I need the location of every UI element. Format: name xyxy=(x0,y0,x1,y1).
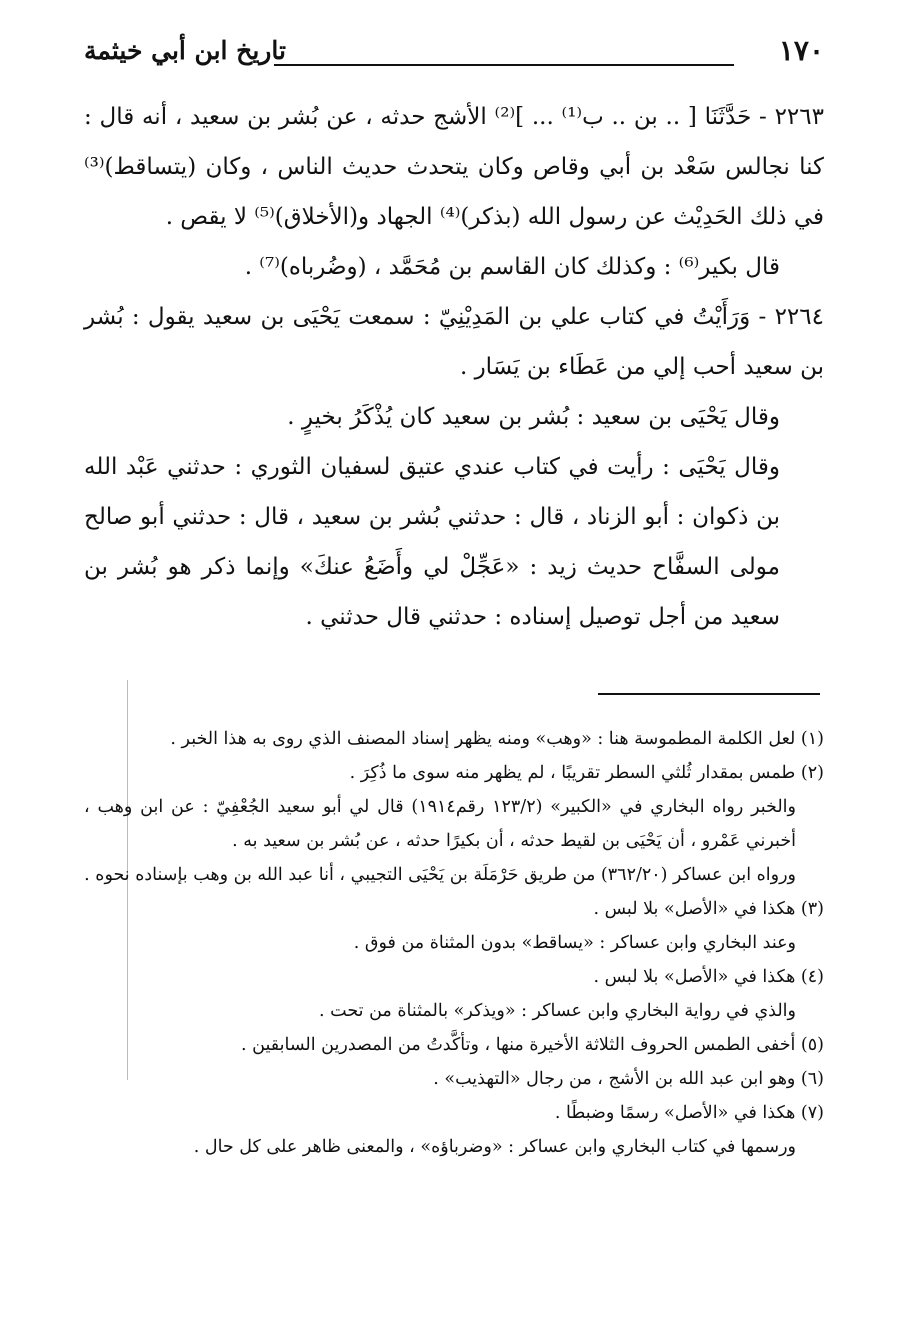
footnote-3: (٣) هكذا في «الأصل» بلا لبس . xyxy=(593,899,824,919)
footnote-7-note: ورسمها في كتاب البخاري وابن عساكر : «وضرباؤه» ، والمعنى ظاهر على كل حال . xyxy=(193,1137,796,1157)
main-text xyxy=(84,92,824,642)
paragraph-yahya-1: وقال يَحْيَى بن سعيد : بُشر بن سعيد كان يُذْكَرُ بخيرٍ . xyxy=(287,404,780,430)
footnote-6: (٦) وهو ابن عبد الله بن الأشج ، من رجال «التهذيب» . xyxy=(433,1069,824,1089)
footnote-5: (٥) أخفى الطمس الحروف الثلاثة الأخيرة منها ، وتأكَّدتُ من المصدرين السابقين . xyxy=(241,1035,824,1055)
paragraph-bukayr: قال بكير⁽⁶⁾ : وكذلك كان القاسم بن مُحَمَّد ، (وضُرباه)⁽⁷⁾ . xyxy=(244,254,780,280)
footnote-separator xyxy=(598,693,820,695)
footnotes xyxy=(84,722,824,1164)
footnote-2-note-b: ورواه ابن عساكر (٣٦٢/٢٠) من طريق حَرْمَلَة بن يَحْيَى التجيبي ، أنا عبد الله بن وهب بإسناده نحوه . xyxy=(84,865,796,885)
footnote-4-note: والذي في رواية البخاري وابن عساكر : «ويذكر» بالمثناة من تحت . xyxy=(319,1001,796,1021)
footnote-1: (١) لعل الكلمة المطموسة هنا : «وهب» ومنه يظهر إسناد المصنف الذي روى به هذا الخبر . xyxy=(170,729,824,749)
footnote-2: (٢) طمس بمقدار ثُلثي السطر تقريبًا ، لم يظهر منه سوى ما ذُكِرَ . xyxy=(349,763,824,783)
paragraph-2263: ٢٢٦٣ - حَدَّثَنَا [ .. بن .. ب⁽¹⁾ ... ]⁽²⁾ الأشج حدثه ، عن بُشر بن سعيد ، أنه قال : كنا نجالس سَعْد بن أبي وقاص وكان يتحدث حديث الناس ، وكان (يتساقط)⁽³⁾ في ذلك الحَدِيْث عن رسول الله (بذكر)⁽⁴⁾ الجهاد و(الأخلاق)⁽⁵⁾ لا يقص . xyxy=(84,104,824,230)
paragraph-yahya-2: وقال يَحْيَى : رأيت في كتاب عندي عتيق لسفيان الثوري : حدثني عَبْد الله بن ذكوان : أبو الزناد ، قال : حدثني بُشر بن سعيد ، قال : حدثني أبو صالح مولى السفَّاح حديث زيد : «عَجِّلْ لي وأَضَعُ عنكَ» وإنما ذكر هو بُشر بن سعيد من أجل توصيل إسناده : حدثني قال حدثني . xyxy=(84,454,781,630)
footnote-7: (٧) هكذا في «الأصل» رسمًا وضبطًا . xyxy=(554,1103,824,1123)
page-number: ١٧٠ xyxy=(778,34,824,67)
book-title: تاريخ ابن أبي خيثمة xyxy=(84,36,286,65)
footnote-3-note: وعند البخاري وابن عساكر : «يساقط» بدون المثناة من فوق . xyxy=(353,933,796,953)
paragraph-2264: ٢٢٦٤ - وَرَأَيْتُ في كتاب علي بن المَدِيْنِيّ : سمعت يَحْيَى بن سعيد يقول : بُشر بن سعيد أحب إلي من عَطَاء بن يَسَار . xyxy=(84,304,824,380)
footnote-2-note-a: والخبر رواه البخاري في «الكبير» (١٢٣/٢ رقم١٩١٤) قال لي أبو سعيد الجُعْفِيّ : عن ابن وهب ، أخبرني عَمْرو ، أن يَحْيَى بن لقيط حدثه ، أن بكيرًا حدثه ، عن بُشر بن سعيد به . xyxy=(84,797,796,851)
header-rule xyxy=(274,64,734,66)
page-header xyxy=(84,34,824,84)
footnote-4: (٤) هكذا في «الأصل» بلا لبس . xyxy=(593,967,824,987)
